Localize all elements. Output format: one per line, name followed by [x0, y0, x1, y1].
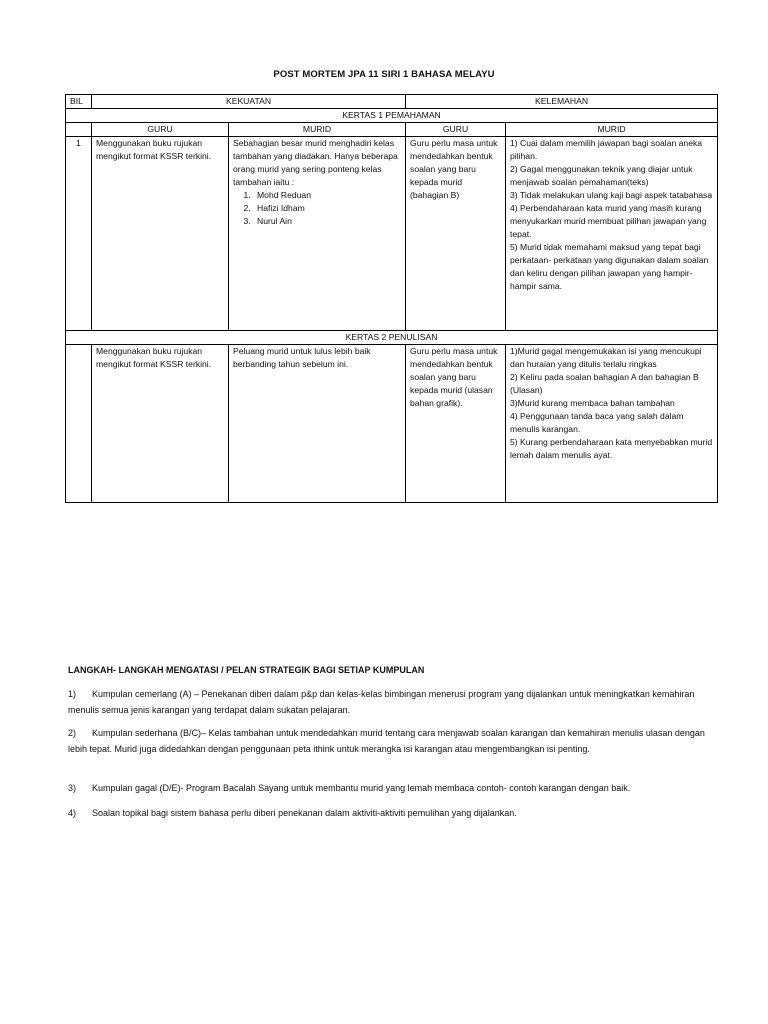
list-item: 2) Keliru pada soalan bahagian A dan bahagian B (Ulasan)	[510, 372, 699, 395]
step-number: 4)	[68, 808, 77, 818]
list-item	[68, 726, 708, 757]
list-item: 3. Nurul Ain	[253, 215, 401, 228]
list-item: 2) Gagal menggunakan teknik yang diajar untuk menjawab soalan pemahaman(teks)	[510, 164, 693, 187]
step-text: Kumpulan cemerlang (A) – Penekanan diberi dalam p&p dan kelas-kelas bimbingan menerusi program yang dijalankan untuk meningkatkan kemahiran menulis semua jenis karangan yang terdapat dalam sukatan pelajaran.	[68, 689, 695, 715]
step-text: Kumpulan sederhana (B/C)– Kelas tambahan untuk mendedahkan murid tentang cara menjawab soalan karangan dan kemahiran menulis ulasan dengan lebih tepat. Murid juga didedahkan dengan penggunaan peta ithink untuk merangka isi karangan atau mengembangkan isi penting.	[68, 728, 705, 754]
kertas1-kelemahan-murid	[506, 137, 718, 331]
subheader-empty	[66, 123, 92, 137]
list-item: 1)Murid gagal mengemukakan isi yang mencukupi dan huraian yang ditulis terlalu ringkas	[510, 346, 702, 369]
kertas1-kekuatan-murid	[229, 137, 406, 331]
step-number: 3)	[68, 783, 77, 793]
list-item: 5) Murid tidak memahami maksud yang tepat bagi perkataan- perkataan yang digunakan dalam soalan dan keliru dengan pilihan jawapan yang hampir- hampir sama.	[510, 242, 709, 291]
list-item: 2. Hafizi Idham	[253, 202, 401, 215]
table-row	[66, 137, 718, 331]
table-header-row	[66, 95, 718, 109]
header-bil: BIL	[66, 95, 92, 109]
steps-heading: LANGKAH- LANGKAH MENGATASI / PELAN STRATEGIK BAGI SETIAP KUMPULAN	[68, 665, 425, 675]
section1-title-row	[66, 109, 718, 123]
header-kelemahan: KELEMAHAN	[406, 95, 718, 109]
kertas1-kelemahan-guru: Guru perlu masa untuk mendedahkan bentuk soalan yang baru kepada murid (bahagian B)	[406, 137, 506, 331]
row-bil: 1	[66, 137, 92, 331]
kertas2-kekuatan-murid: Peluang murid untuk lulus lebih baik berbanding tahun sebelum ini.	[229, 345, 406, 503]
header-kekuatan: KEKUATAN	[92, 95, 406, 109]
table-row	[66, 345, 718, 503]
kertas2-kelemahan-murid	[506, 345, 718, 503]
kertas2-kelemahan-guru: Guru perlu masa untuk mendedahkan bentuk soalan yang baru kepada murid (ulasan bahan grafik).	[406, 345, 506, 503]
list-item: 3)Murid kurang membaca bahan tambahan	[510, 398, 675, 408]
list-item	[68, 781, 708, 797]
absent-student-list	[233, 189, 401, 228]
subheader-row	[66, 123, 718, 137]
document-title: POST MORTEM JPA 11 SIRI 1 BAHASA MELAYU	[273, 69, 495, 80]
list-item: 4) Perbendaharaan kata murid yang masih kurang menyukarkan murid membuat pilihan jawapan yang tepat.	[510, 203, 707, 239]
section2-title: KERTAS 2 PENULISAN	[66, 331, 718, 345]
subheader-kelemahan-murid: MURID	[506, 123, 718, 137]
list-item	[68, 687, 708, 718]
kertas2-kekuatan-guru: Menggunakan buku rujukan mengikut format KSSR terkini.	[92, 345, 229, 503]
list-item: 3) Tidak melakukan ulang kaji bagi aspek tatabahasa	[510, 190, 713, 200]
step-number: 1)	[68, 689, 77, 699]
list-item: 1) Cuai dalam memilih jawapan bagi soalan aneka pilihan.	[510, 138, 703, 161]
subheader-kelemahan-guru: GURU	[406, 123, 506, 137]
kertas1-kekuatan-guru: Menggunakan buku rujukan mengikut format KSSR terkini.	[92, 137, 229, 331]
section1-title: KERTAS 1 PEMAHAMAN	[66, 109, 718, 123]
list-item: 5) Kurang perbendaharaan kata menyebabkan murid lemah dalam menulis ayat.	[510, 437, 713, 460]
step-text: Kumpulan gagal (D/E)- Program Bacalah Sayang untuk membantu murid yang lemah membaca contoh- contoh karangan dengan baik.	[92, 783, 631, 793]
subheader-kekuatan-guru: GURU	[92, 123, 229, 137]
subheader-kekuatan-murid: MURID	[229, 123, 406, 137]
post-mortem-table	[65, 94, 718, 503]
list-item	[68, 806, 708, 822]
list-item: 1. Mohd Reduan	[253, 189, 401, 202]
kertas1-kekuatan-murid-intro: Sebahagian besar murid menghadiri kelas tambahan yang diadakan. Hanya beberapa orang murid yang sering ponteng kelas tambahan iaitu :	[233, 138, 398, 187]
step-number: 2)	[68, 728, 77, 738]
row-bil-empty	[66, 345, 92, 503]
step-text: Soalan topikal bagi sistem bahasa perlu diberi penekanan dalam aktiviti-aktiviti pemulihan yang dijalankan.	[92, 808, 517, 818]
section2-title-row	[66, 331, 718, 345]
list-item: 4) Penggunaan tanda baca yang salah dalam menulis karangan.	[510, 411, 684, 434]
